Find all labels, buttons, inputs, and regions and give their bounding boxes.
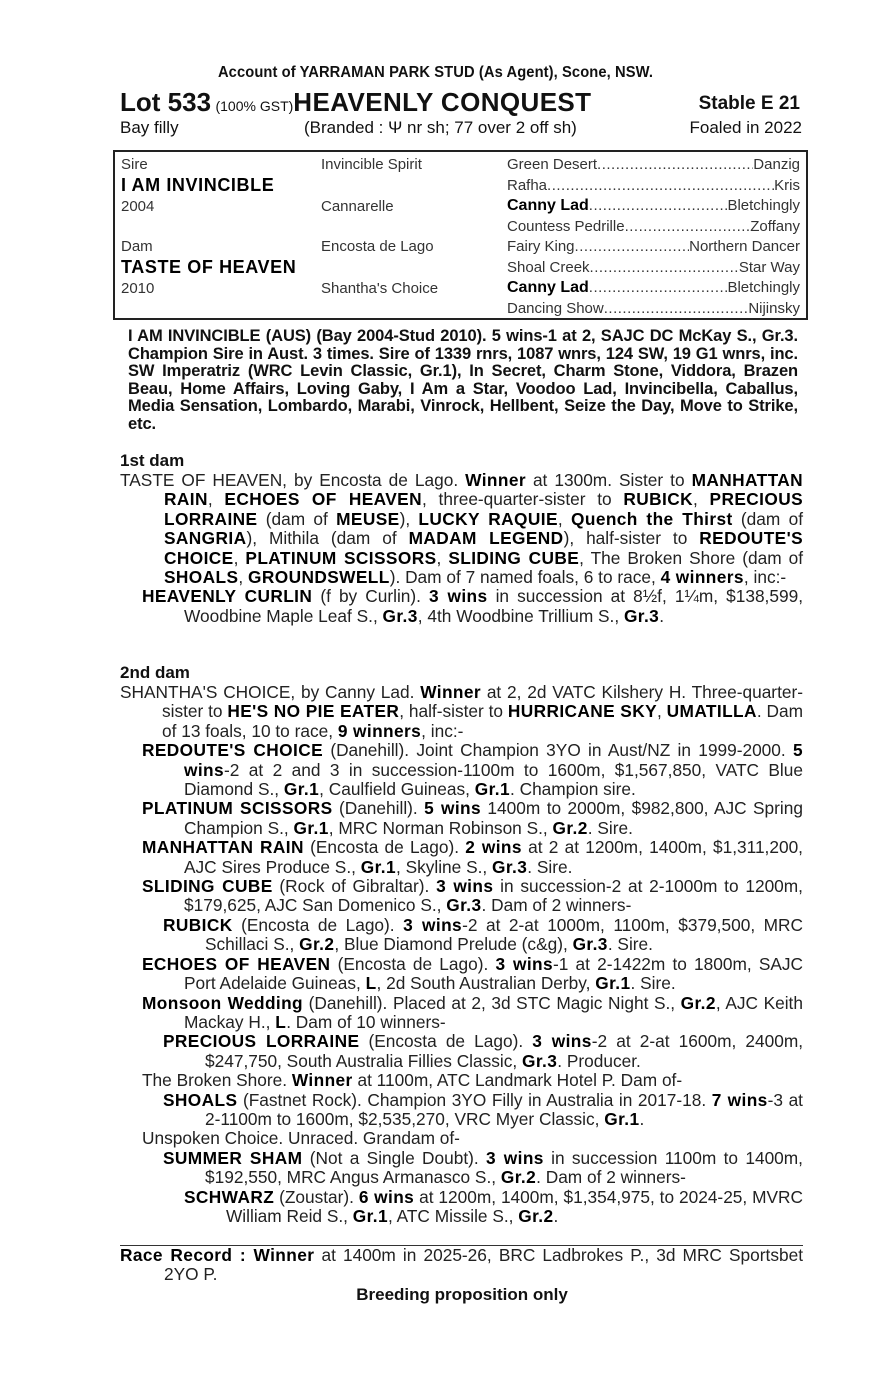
dam-label: Dam: [121, 238, 153, 255]
gg-row: Countess Pedrille ..... Zoffany: [507, 218, 800, 235]
lot-header: [120, 87, 810, 117]
horse-details: [120, 118, 802, 138]
sire-sire: Invincible Spirit: [321, 156, 422, 173]
second-dam-heading: 2nd dam: [120, 663, 190, 682]
dam-year: 2010: [121, 280, 155, 297]
breeding-note: Breeding proposition only: [356, 1285, 568, 1304]
dam-name: TASTE OF HEAVEN: [121, 257, 297, 277]
sire-year: 2004: [121, 198, 155, 215]
gg-row: Canny Lad ..... Bletchingly: [507, 279, 800, 297]
gg-row: Dancing Show ..... Nijinsky: [507, 300, 800, 317]
gg-row: Shoal Creek ..... Star Way: [507, 259, 800, 276]
sire-label: Sire: [121, 156, 148, 173]
vendor-account: Account of YARRAMAN PARK STUD (As Agent), Scone, NSW.: [217, 64, 654, 81]
race-record-label: Race Record : Winner: [120, 1245, 315, 1265]
sire-description: I AM INVINCIBLE (AUS) (Bay 2004-Stud 2010). 5 wins-1 at 2, SAJC DC McKay S., Gr.3. Champion Sire in Aust. 3 times. Sire of 1339 rnrs, 1087 wnrs, 124 SW, 19 G1 wnrs, inc. SW Imperatriz (WRC Levin Classic, Gr.1), In Secret, Charm Stone, Viddora, Brazen Beau, Home Affairs, Loving Gaby, I Am a Star, Voodoo Lad, Invincibella, Caballus, Media Sensation, Lombardo, Marabi, Vinrock, Hellbent, Seize the Day, Move to Strike, etc.: [128, 327, 798, 433]
dam-dam: Shantha's Choice: [321, 280, 439, 297]
sire-dam: Cannarelle: [321, 198, 394, 215]
gg-row: Rafha ..... Kris: [507, 177, 800, 194]
sire-name: I AM INVINCIBLE: [121, 175, 275, 195]
second-dam-text: SHANTHA'S CHOICE, by Canny Lad. Winner at 2, 2d VATC Kilshery H. Three-quarter-sister to HE'S NO PIE EATER, half-sister to HURRICANE SKY, UMATILLA. Dam of 13 foals, 10 to race, 9 winners, inc:- REDOUTE'S CHOICE (Danehill). Joint Champion 3YO in Aust/NZ in 1999-2000. 5 wins-2 at 2 and 3 in succession-1100m to 1600m, $1,567,850, VATC Blue Diamond S., Gr.1, Caulfield Guineas, Gr.1. Champion sire. PLATINUM SCISSORS (Danehill). 5 wins 1400m to 2000m, $982,800, AJC Spring Champion S., Gr.1, MRC Norman Robinson S., Gr.2. Sire. MANHATTAN RAIN (Encosta de Lago). 2 wins at 2 at 1200m, 1400m, $1,311,200, AJC Sires Produce S., Gr.1, Skyline S., Gr.3. Sire. SLIDING CUBE (Rock of Gibraltar). 3 wins in succession-2 at 2-1000m to 1200m, $179,625, AJC San Domenico S., Gr.3. Dam of 2 winners- RUBICK (Encosta de Lago). 3 wins-2 at 2-at 1000m, 1100m, $379,500, MRC Schillaci S., Gr.2, Blue Diamond Prelude (c&g), Gr.3. Sire. ECHOES OF HEAVEN (Encosta de Lago). 3 wins-1 at 2-1422m to 1800m, SAJC Port Adelaide Guineas, L, 2d South Australian Derby, Gr.1. Sire. Monsoon Wedding (Danehill). Placed at 2, 3d STC Magic Night S., Gr.2, AJC Keith Mackay H., L. Dam of 10 winners- PRECIOUS LORRAINE (Encosta de Lago). 3 wins-2 at 2-at 1600m, 2400m, $247,750, South Australia Fillies Classic, Gr.3. Producer. The Broken Shore. Winner at 1100m, ATC Landmark Hotel P. Dam of- SHOALS (Fastnet Rock). Champion 3YO Filly in Australia in 2017-18. 7 wins-3 at 2-1100m to 1600m, $2,535,270, VRC Myer Classic, Gr.1. Unspoken Choice. Unraced. Grandam of- SUMMER SHAM (Not a Single Doubt). 3 wins in succession 1100m to 1400m, $192,550, MRC Angus Armanasco S., Gr.2. Dam of 2 winners- SCHWARZ (Zoustar). 6 wins at 1200m, 1400m, $1,354,975, to 2024-25, MVRC William Reid S., Gr.1, ATC Missile S., Gr.2.: [120, 682, 804, 1226]
pedigree-table: [113, 150, 808, 320]
horse-sex-colour: Bay filly: [120, 118, 179, 137]
first-dam-text: TASTE OF HEAVEN, by Encosta de Lago. Winner at 1300m. Sister to MANHATTAN RAIN, ECHOES OF HEAVEN, three-quarter-sister to RUBICK, PRECIOUS LORRAINE (dam of MEUSE), LUCKY RAQUIE, Quench the Thirst (dam of SANGRIA), Mithila (dam of MADAM LEGEND), half-sister to REDOUTE'S CHOICE, PLATINUM SCISSORS, SLIDING CUBE, The Broken Shore (dam of SHOALS, GROUNDSWELL). Dam of 7 named foals, 6 to race, 4 winners, inc:- HEAVENLY CURLIN (f by Curlin). 3 wins in succession at 8½f, 1¼m, $138,599, Woodbine Maple Leaf S., Gr.3, 4th Woodbine Trillium S., Gr.3.: [120, 470, 804, 626]
first-dam-heading: 1st dam: [120, 451, 185, 470]
gst-note: (100% GST): [215, 98, 294, 114]
gg-row: Green Desert ..... Danzig: [507, 156, 800, 173]
gg-row: Canny Lad ..... Bletchingly: [507, 197, 800, 215]
race-record-text: at 1400m in 2025-26, BRC Ladbrokes P., 3d MRC Sportsbet 2YO P.: [164, 1245, 803, 1285]
stable-number: Stable E 21: [698, 93, 800, 114]
race-record: [120, 1245, 803, 1285]
horse-name: HEAVENLY CONQUEST: [293, 87, 592, 117]
dam-sire: Encosta de Lago: [321, 238, 434, 255]
lot-number: Lot 533: [120, 87, 212, 117]
foaled-year: Foaled in 2022: [689, 118, 802, 137]
brand-description: (Branded : Ψ nr sh; 77 over 2 off sh): [304, 118, 577, 137]
gg-row: Fairy King ..... Northern Dancer: [507, 238, 800, 255]
